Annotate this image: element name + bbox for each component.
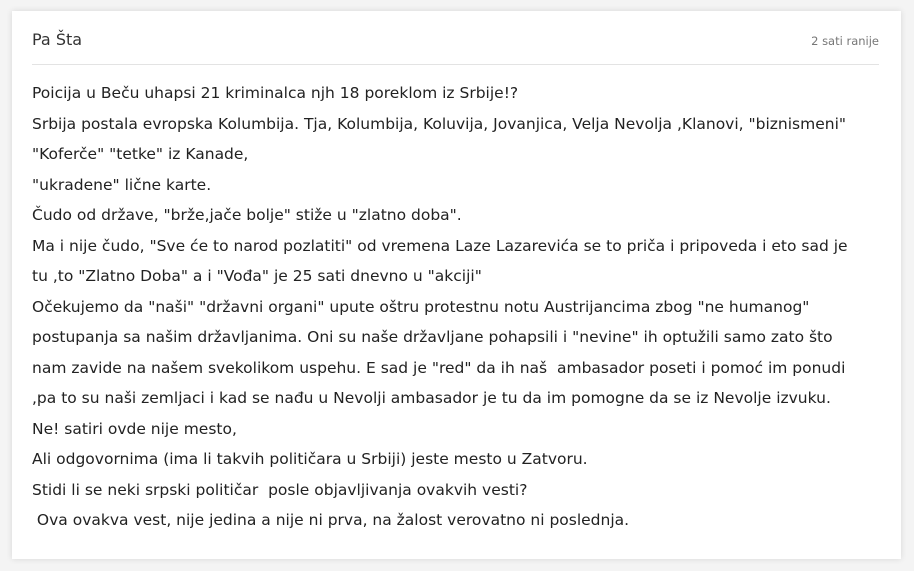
comment-header: [32, 11, 879, 65]
comment-line: Srbija postala evropska Kolumbija. Tja, Kolumbija, Koluvija, Jovanjica, Velja Nevolja ,Klanovi, "biznismeni": [32, 114, 847, 133]
comment-line: Stidi li se neki srpski političar posle objavljivanja ovakvih vesti?: [32, 480, 528, 499]
comment-line: Poicija u Beču uhapsi 21 kriminalca njh 18 poreklom iz Srbije!?: [32, 84, 519, 102]
comment-line: Ali odgovornima (ima li takvih političara u Srbiji) jeste mesto u Zatvoru.: [32, 450, 588, 468]
comment-timestamp: 2 sati ranije: [811, 34, 879, 48]
comment-line: Ova ovakva vest, nije jedina a nije ni prva, na žalost verovatno ni poslednja.: [32, 511, 630, 529]
comment-card: [12, 11, 901, 559]
comment-line: nam zavide na našem svekolikom uspehu. E sad je "red" da ih naš ambasador poseti i pomoć im ponudi: [32, 358, 846, 377]
comment-line: ,pa to su naši zemljaci i kad se nađu u Nevolji ambasador je tu da im pomogne da se iz Nevolje izvuku.: [32, 389, 831, 407]
comment-line: tu ,to "Zlatno Doba" a i "Vođa" je 25 sati dnevno u "akciji": [32, 267, 482, 285]
comment-line: postupanja sa našim državljanima. Oni su naše državljane pohapsili i "nevine" ih optužili samo zato što: [32, 328, 833, 346]
comment-line: Ne! satiri ovde nije mesto,: [32, 419, 237, 438]
comment-line: Čudo od države, "brže,jače bolje" stiže u "zlatno doba".: [32, 206, 462, 224]
comment-line: Očekujemo da "naši" "državni organi" upute oštru protestnu notu Austrijancima zbog "ne humanog": [32, 297, 810, 316]
comment-line: "Koferče" "tetke" iz Kanade,: [32, 145, 249, 163]
comment-line: Ma i nije čudo, "Sve će to narod pozlatiti" od vremena Laze Lazarevića se to priča i pripoveda i eto sad je: [32, 236, 848, 255]
comment-body: [32, 78, 885, 536]
comment-author: Pa Šta: [32, 30, 83, 49]
comment-line: "ukradene" lične karte.: [32, 175, 212, 194]
